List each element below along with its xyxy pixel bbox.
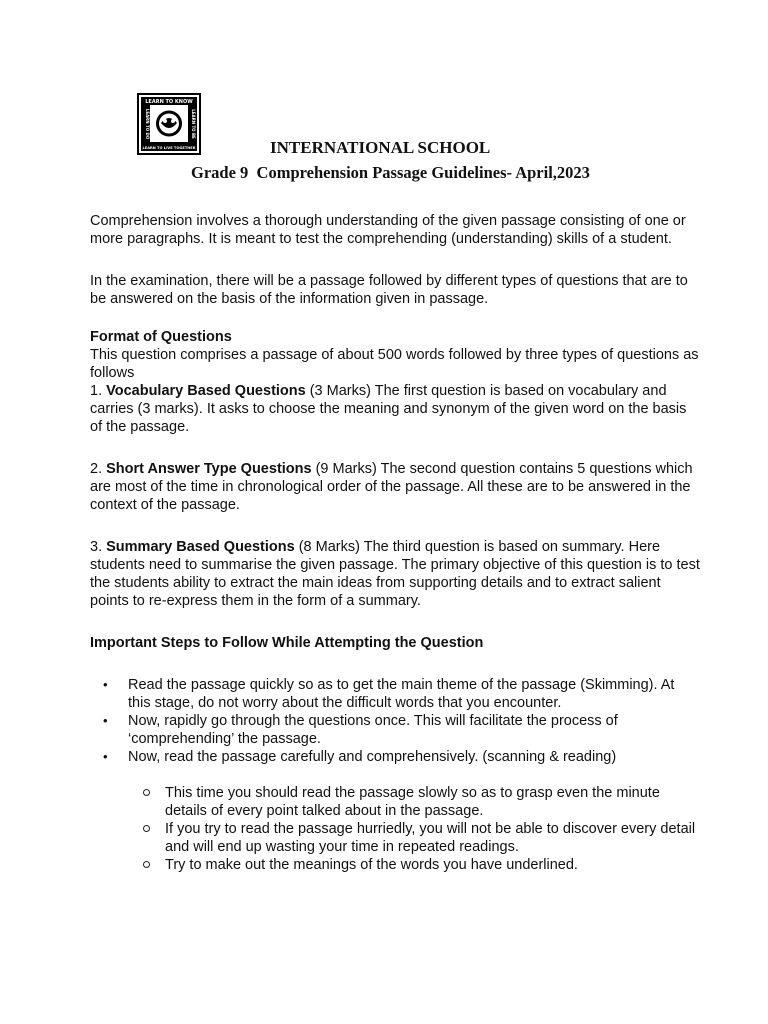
- svg-text:LEARN TO KNOW: LEARN TO KNOW: [145, 99, 193, 105]
- question-description: (8 Marks) The third question is based on summary. Here students need to summarise the given passage. The primary objective of this question is to test the students ability to extract the main ideas from supporting details and to extract salient points to re-express them in the form of a summary.: [90, 539, 700, 609]
- question-title: Summary Based Questions: [106, 539, 295, 555]
- list-item: [90, 856, 700, 874]
- question-description: (9 Marks) The second question contains 5 questions which are most of the time in chronological order of the passage. All these are to be answered in the context of the passage.: [90, 461, 693, 513]
- step-text: Now, rapidly go through the questions once. This will facilitate the process of ‘comprehending’ the passage.: [128, 713, 618, 747]
- document-title: Grade 9 Comprehension Passage Guidelines- April,2023: [191, 163, 590, 182]
- steps-heading: Important Steps to Follow While Attempting the Question: [90, 635, 484, 651]
- sub-step-text: If you try to read the passage hurriedly, you will not be able to discover every detail and will end up wasting your time in repeated readings.: [165, 821, 696, 855]
- bullet-icon: •: [103, 677, 108, 692]
- intro-paragraph-1: Comprehension involves a thorough understanding of the given passage consisting of one or more paragraphs. It is meant to test the comprehending (understanding) skills of a student.: [90, 213, 686, 247]
- question-type-3: [90, 538, 700, 610]
- school-name: INTERNATIONAL SCHOOL: [270, 138, 491, 157]
- question-number: 1.: [90, 383, 103, 399]
- format-heading: Format of Questions: [90, 329, 232, 345]
- svg-text:LEARN TO DO: LEARN TO DO: [145, 108, 150, 140]
- list-item: [90, 784, 700, 820]
- list-item: [90, 748, 700, 766]
- sub-steps-list: [90, 784, 700, 874]
- step-text: Read the passage quickly so as to get the main theme of the passage (Skimming). At this stage, do not worry about the difficult words that you encounter.: [128, 677, 675, 711]
- question-description: (3 Marks) The first question is based on vocabulary and carries (3 marks). It asks to choose the meaning and synonym of the given word on the basis of the passage.: [90, 383, 687, 435]
- intro-paragraph-2: In the examination, there will be a passage followed by different types of questions that are to be answered on the basis of the information given in passage.: [90, 273, 688, 307]
- question-number: 2.: [90, 461, 103, 477]
- circle-bullet-icon: [143, 825, 150, 832]
- sub-step-text: Try to make out the meanings of the words you have underlined.: [165, 857, 578, 873]
- format-intro: This question comprises a passage of about 500 words followed by three types of questions as follows: [90, 347, 699, 381]
- circle-bullet-icon: [143, 789, 150, 796]
- question-number: 3.: [90, 539, 103, 555]
- sub-step-text: This time you should read the passage slowly so as to grasp even the minute details of every point talked about in the passage.: [165, 785, 660, 819]
- list-item: [90, 676, 700, 712]
- svg-text:LEARN TO LIVE TOGETHER: LEARN TO LIVE TOGETHER: [142, 146, 196, 150]
- svg-text:LEARN TO BE: LEARN TO BE: [191, 109, 196, 139]
- bullet-icon: •: [103, 713, 108, 728]
- bullet-icon: •: [103, 749, 108, 764]
- circle-bullet-icon: [143, 861, 150, 868]
- question-type-2: [90, 460, 700, 514]
- document-body: [90, 212, 700, 874]
- question-type-1: [90, 382, 700, 436]
- question-title: Short Answer Type Questions: [106, 461, 312, 477]
- step-text: Now, read the passage carefully and comprehensively. (scanning & reading): [128, 749, 617, 765]
- question-title: Vocabulary Based Questions: [106, 383, 306, 399]
- list-item: [90, 712, 700, 748]
- school-logo: [137, 93, 201, 155]
- list-item: [90, 820, 700, 856]
- steps-list: [90, 676, 700, 766]
